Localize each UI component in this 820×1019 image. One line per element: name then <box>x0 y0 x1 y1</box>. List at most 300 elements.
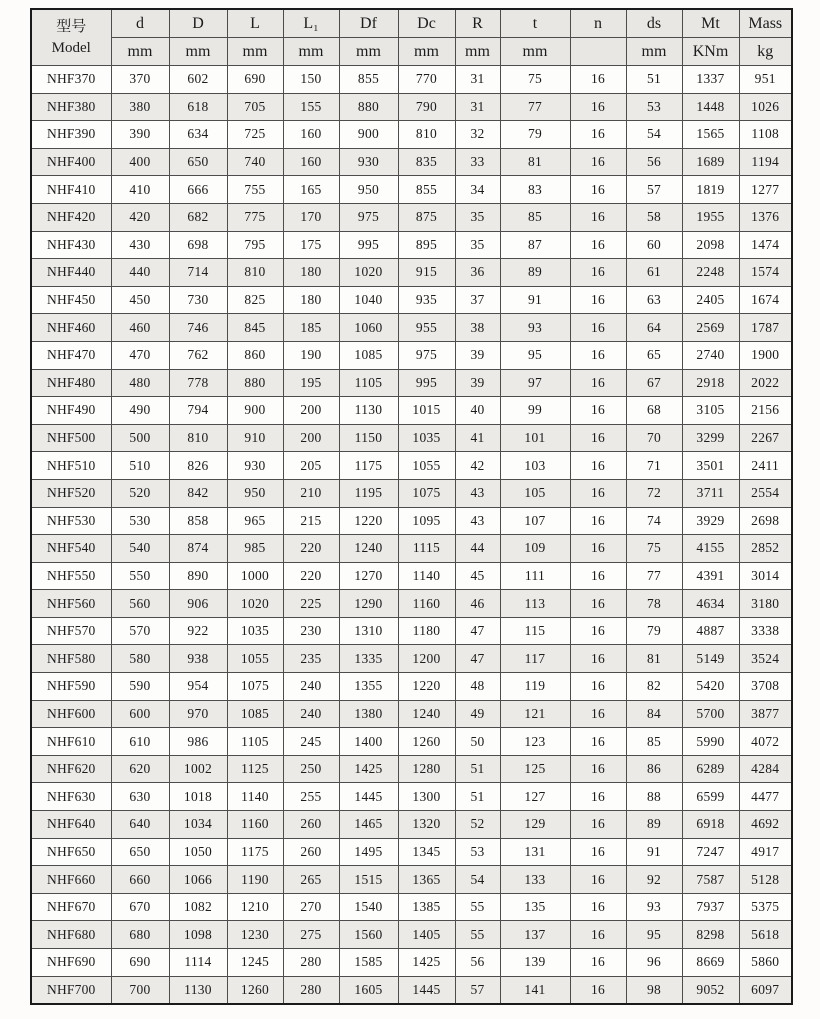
value-cell: 165 <box>283 176 339 204</box>
value-cell: 740 <box>227 148 283 176</box>
value-cell: 87 <box>500 231 570 259</box>
value-cell: 3180 <box>739 590 792 618</box>
value-cell: 75 <box>626 535 682 563</box>
value-cell: 16 <box>570 314 626 342</box>
value-cell: 660 <box>111 866 169 894</box>
value-cell: 255 <box>283 783 339 811</box>
model-cell: NHF460 <box>31 314 111 342</box>
value-cell: 111 <box>500 562 570 590</box>
value-cell: 270 <box>283 893 339 921</box>
header-model-en: Model <box>51 39 91 56</box>
value-cell: 45 <box>455 562 500 590</box>
value-cell: 1270 <box>339 562 398 590</box>
value-cell: 650 <box>111 838 169 866</box>
value-cell: 84 <box>626 700 682 728</box>
table-row <box>31 617 792 645</box>
value-cell: 215 <box>283 507 339 535</box>
value-cell: 1114 <box>169 949 227 977</box>
value-cell: 3524 <box>739 645 792 673</box>
value-cell: 125 <box>500 755 570 783</box>
value-cell: 895 <box>398 231 455 259</box>
model-cell: NHF440 <box>31 259 111 287</box>
value-cell: 1260 <box>227 976 283 1004</box>
value-cell: 1000 <box>227 562 283 590</box>
value-cell: 1560 <box>339 921 398 949</box>
model-cell: NHF700 <box>31 976 111 1004</box>
model-cell: NHF630 <box>31 783 111 811</box>
value-cell: 666 <box>169 176 227 204</box>
value-cell: 1035 <box>398 424 455 452</box>
value-cell: 16 <box>570 838 626 866</box>
value-cell: 150 <box>283 66 339 94</box>
value-cell: 1585 <box>339 949 398 977</box>
value-cell: 1018 <box>169 783 227 811</box>
table-row <box>31 590 792 618</box>
value-cell: 16 <box>570 507 626 535</box>
value-cell: 602 <box>169 66 227 94</box>
value-cell: 109 <box>500 535 570 563</box>
header-col-Mt: Mt <box>682 9 739 38</box>
value-cell: 16 <box>570 673 626 701</box>
value-cell: 690 <box>111 949 169 977</box>
value-cell: 72 <box>626 479 682 507</box>
value-cell: 139 <box>500 949 570 977</box>
value-cell: 220 <box>283 562 339 590</box>
value-cell: 430 <box>111 231 169 259</box>
value-cell: 910 <box>227 424 283 452</box>
value-cell: 1605 <box>339 976 398 1004</box>
value-cell: 670 <box>111 893 169 921</box>
value-cell: 77 <box>626 562 682 590</box>
value-cell: 190 <box>283 341 339 369</box>
value-cell: 50 <box>455 728 500 756</box>
value-cell: 107 <box>500 507 570 535</box>
value-cell: 1955 <box>682 203 739 231</box>
value-cell: 1495 <box>339 838 398 866</box>
value-cell: 3501 <box>682 452 739 480</box>
value-cell: 1190 <box>227 866 283 894</box>
value-cell: 64 <box>626 314 682 342</box>
value-cell: 1066 <box>169 866 227 894</box>
value-cell: 280 <box>283 976 339 1004</box>
value-cell: 240 <box>283 673 339 701</box>
value-cell: 1376 <box>739 203 792 231</box>
value-cell: 58 <box>626 203 682 231</box>
value-cell: 1020 <box>339 259 398 287</box>
value-cell: 135 <box>500 893 570 921</box>
value-cell: 906 <box>169 590 227 618</box>
model-cell: NHF680 <box>31 921 111 949</box>
model-cell: NHF420 <box>31 203 111 231</box>
value-cell: 826 <box>169 452 227 480</box>
value-cell: 1819 <box>682 176 739 204</box>
value-cell: 1337 <box>682 66 739 94</box>
value-cell: 16 <box>570 700 626 728</box>
value-cell: 1175 <box>339 452 398 480</box>
value-cell: 4155 <box>682 535 739 563</box>
value-cell: 874 <box>169 535 227 563</box>
value-cell: 4072 <box>739 728 792 756</box>
table-row <box>31 755 792 783</box>
value-cell: 1787 <box>739 314 792 342</box>
value-cell: 705 <box>227 93 283 121</box>
value-cell: 810 <box>398 121 455 149</box>
table-row <box>31 286 792 314</box>
value-cell: 91 <box>500 286 570 314</box>
value-cell: 1448 <box>682 93 739 121</box>
table-row <box>31 479 792 507</box>
value-cell: 89 <box>500 259 570 287</box>
value-cell: 1095 <box>398 507 455 535</box>
header-unit-L: mm <box>227 38 283 66</box>
value-cell: 530 <box>111 507 169 535</box>
value-cell: 16 <box>570 755 626 783</box>
value-cell: 42 <box>455 452 500 480</box>
value-cell: 8298 <box>682 921 739 949</box>
value-cell: 95 <box>500 341 570 369</box>
value-cell: 7587 <box>682 866 739 894</box>
value-cell: 955 <box>398 314 455 342</box>
value-cell: 4887 <box>682 617 739 645</box>
value-cell: 5149 <box>682 645 739 673</box>
value-cell: 6289 <box>682 755 739 783</box>
header-col-D: D <box>169 9 227 38</box>
value-cell: 47 <box>455 645 500 673</box>
value-cell: 93 <box>626 893 682 921</box>
value-cell: 770 <box>398 66 455 94</box>
value-cell: 16 <box>570 479 626 507</box>
value-cell: 4477 <box>739 783 792 811</box>
value-cell: 1200 <box>398 645 455 673</box>
value-cell: 3711 <box>682 479 739 507</box>
model-cell: NHF480 <box>31 369 111 397</box>
value-cell: 1445 <box>339 783 398 811</box>
value-cell: 640 <box>111 811 169 839</box>
value-cell: 35 <box>455 203 500 231</box>
value-cell: 490 <box>111 397 169 425</box>
value-cell: 185 <box>283 314 339 342</box>
header-unit-n <box>570 38 626 66</box>
value-cell: 1040 <box>339 286 398 314</box>
value-cell: 935 <box>398 286 455 314</box>
table-row <box>31 424 792 452</box>
value-cell: 40 <box>455 397 500 425</box>
value-cell: 1026 <box>739 93 792 121</box>
value-cell: 6599 <box>682 783 739 811</box>
value-cell: 950 <box>227 479 283 507</box>
value-cell: 440 <box>111 259 169 287</box>
value-cell: 51 <box>626 66 682 94</box>
value-cell: 1300 <box>398 783 455 811</box>
value-cell: 210 <box>283 479 339 507</box>
model-cell: NHF540 <box>31 535 111 563</box>
value-cell: 3014 <box>739 562 792 590</box>
value-cell: 31 <box>455 66 500 94</box>
value-cell: 67 <box>626 369 682 397</box>
value-cell: 590 <box>111 673 169 701</box>
value-cell: 1220 <box>398 673 455 701</box>
value-cell: 835 <box>398 148 455 176</box>
value-cell: 115 <box>500 617 570 645</box>
header-col-R: R <box>455 9 500 38</box>
value-cell: 79 <box>626 617 682 645</box>
value-cell: 16 <box>570 148 626 176</box>
table-row <box>31 783 792 811</box>
value-cell: 195 <box>283 369 339 397</box>
value-cell: 794 <box>169 397 227 425</box>
model-cell: NHF510 <box>31 452 111 480</box>
value-cell: 37 <box>455 286 500 314</box>
table-row <box>31 893 792 921</box>
value-cell: 36 <box>455 259 500 287</box>
model-cell: NHF670 <box>31 893 111 921</box>
value-cell: 1130 <box>169 976 227 1004</box>
model-cell: NHF530 <box>31 507 111 535</box>
value-cell: 71 <box>626 452 682 480</box>
value-cell: 730 <box>169 286 227 314</box>
value-cell: 1220 <box>339 507 398 535</box>
value-cell: 610 <box>111 728 169 756</box>
table-row <box>31 838 792 866</box>
value-cell: 16 <box>570 93 626 121</box>
table-body <box>31 66 792 1005</box>
value-cell: 1050 <box>169 838 227 866</box>
header-unit-t: mm <box>500 38 570 66</box>
value-cell: 1385 <box>398 893 455 921</box>
value-cell: 2698 <box>739 507 792 535</box>
value-cell: 985 <box>227 535 283 563</box>
model-cell: NHF640 <box>31 811 111 839</box>
table-row <box>31 976 792 1004</box>
model-cell: NHF560 <box>31 590 111 618</box>
value-cell: 5700 <box>682 700 739 728</box>
value-cell: 47 <box>455 617 500 645</box>
model-cell: NHF620 <box>31 755 111 783</box>
value-cell: 1060 <box>339 314 398 342</box>
value-cell: 16 <box>570 866 626 894</box>
value-cell: 880 <box>227 369 283 397</box>
value-cell: 790 <box>398 93 455 121</box>
value-cell: 31 <box>455 93 500 121</box>
value-cell: 1055 <box>398 452 455 480</box>
value-cell: 16 <box>570 424 626 452</box>
value-cell: 16 <box>570 728 626 756</box>
value-cell: 690 <box>227 66 283 94</box>
value-cell: 53 <box>455 838 500 866</box>
value-cell: 41 <box>455 424 500 452</box>
value-cell: 855 <box>339 66 398 94</box>
value-cell: 370 <box>111 66 169 94</box>
model-cell: NHF380 <box>31 93 111 121</box>
value-cell: 5618 <box>739 921 792 949</box>
value-cell: 380 <box>111 93 169 121</box>
value-cell: 83 <box>500 176 570 204</box>
value-cell: 51 <box>455 755 500 783</box>
value-cell: 1125 <box>227 755 283 783</box>
header-col-Mass: Mass <box>739 9 792 38</box>
value-cell: 9052 <box>682 976 739 1004</box>
value-cell: 44 <box>455 535 500 563</box>
table-row <box>31 811 792 839</box>
value-cell: 7937 <box>682 893 739 921</box>
table-row <box>31 397 792 425</box>
header-col-t: t <box>500 9 570 38</box>
value-cell: 127 <box>500 783 570 811</box>
table-row <box>31 369 792 397</box>
model-cell: NHF500 <box>31 424 111 452</box>
value-cell: 2554 <box>739 479 792 507</box>
value-cell: 35 <box>455 231 500 259</box>
table-row <box>31 176 792 204</box>
value-cell: 3299 <box>682 424 739 452</box>
value-cell: 260 <box>283 838 339 866</box>
value-cell: 225 <box>283 590 339 618</box>
header-unit-Df: mm <box>339 38 398 66</box>
value-cell: 2569 <box>682 314 739 342</box>
value-cell: 700 <box>111 976 169 1004</box>
value-cell: 3105 <box>682 397 739 425</box>
value-cell: 560 <box>111 590 169 618</box>
value-cell: 180 <box>283 259 339 287</box>
value-cell: 1035 <box>227 617 283 645</box>
value-cell: 38 <box>455 314 500 342</box>
value-cell: 1075 <box>398 479 455 507</box>
header-unit-Mass: kg <box>739 38 792 66</box>
value-cell: 1085 <box>227 700 283 728</box>
value-cell: 1115 <box>398 535 455 563</box>
value-cell: 103 <box>500 452 570 480</box>
value-cell: 99 <box>500 397 570 425</box>
value-cell: 85 <box>500 203 570 231</box>
value-cell: 1245 <box>227 949 283 977</box>
value-cell: 510 <box>111 452 169 480</box>
table-row <box>31 452 792 480</box>
value-cell: 880 <box>339 93 398 121</box>
value-cell: 922 <box>169 617 227 645</box>
value-cell: 845 <box>227 314 283 342</box>
table-row <box>31 507 792 535</box>
value-cell: 500 <box>111 424 169 452</box>
value-cell: 1515 <box>339 866 398 894</box>
value-cell: 93 <box>500 314 570 342</box>
value-cell: 1465 <box>339 811 398 839</box>
table-row <box>31 562 792 590</box>
value-cell: 860 <box>227 341 283 369</box>
value-cell: 995 <box>398 369 455 397</box>
table-row <box>31 728 792 756</box>
value-cell: 105 <box>500 479 570 507</box>
header-unit-Dc: mm <box>398 38 455 66</box>
value-cell: 1160 <box>227 811 283 839</box>
value-cell: 200 <box>283 397 339 425</box>
value-cell: 1425 <box>339 755 398 783</box>
model-cell: NHF450 <box>31 286 111 314</box>
value-cell: 855 <box>398 176 455 204</box>
value-cell: 265 <box>283 866 339 894</box>
value-cell: 1320 <box>398 811 455 839</box>
table-row <box>31 259 792 287</box>
header-unit-row <box>31 38 792 66</box>
value-cell: 113 <box>500 590 570 618</box>
value-cell: 133 <box>500 866 570 894</box>
value-cell: 2740 <box>682 341 739 369</box>
value-cell: 16 <box>570 259 626 287</box>
value-cell: 1130 <box>339 397 398 425</box>
header-unit-ds: mm <box>626 38 682 66</box>
value-cell: 1150 <box>339 424 398 452</box>
table-row <box>31 231 792 259</box>
value-cell: 1020 <box>227 590 283 618</box>
value-cell: 460 <box>111 314 169 342</box>
value-cell: 1195 <box>339 479 398 507</box>
model-cell: NHF430 <box>31 231 111 259</box>
value-cell: 1194 <box>739 148 792 176</box>
value-cell: 3929 <box>682 507 739 535</box>
model-cell: NHF610 <box>31 728 111 756</box>
value-cell: 390 <box>111 121 169 149</box>
header-label-row <box>31 9 792 38</box>
value-cell: 8669 <box>682 949 739 977</box>
model-cell: NHF400 <box>31 148 111 176</box>
value-cell: 34 <box>455 176 500 204</box>
value-cell: 56 <box>455 949 500 977</box>
value-cell: 725 <box>227 121 283 149</box>
value-cell: 682 <box>169 203 227 231</box>
value-cell: 57 <box>626 176 682 204</box>
value-cell: 2405 <box>682 286 739 314</box>
value-cell: 5990 <box>682 728 739 756</box>
value-cell: 51 <box>455 783 500 811</box>
value-cell: 205 <box>283 452 339 480</box>
value-cell: 480 <box>111 369 169 397</box>
value-cell: 900 <box>227 397 283 425</box>
value-cell: 950 <box>339 176 398 204</box>
value-cell: 39 <box>455 369 500 397</box>
value-cell: 92 <box>626 866 682 894</box>
value-cell: 16 <box>570 976 626 1004</box>
value-cell: 858 <box>169 507 227 535</box>
value-cell: 1405 <box>398 921 455 949</box>
value-cell: 119 <box>500 673 570 701</box>
value-cell: 43 <box>455 507 500 535</box>
value-cell: 56 <box>626 148 682 176</box>
value-cell: 975 <box>398 341 455 369</box>
value-cell: 48 <box>455 673 500 701</box>
value-cell: 81 <box>500 148 570 176</box>
value-cell: 1689 <box>682 148 739 176</box>
value-cell: 1140 <box>227 783 283 811</box>
value-cell: 5860 <box>739 949 792 977</box>
value-cell: 16 <box>570 921 626 949</box>
value-cell: 16 <box>570 590 626 618</box>
value-cell: 16 <box>570 562 626 590</box>
value-cell: 680 <box>111 921 169 949</box>
value-cell: 3338 <box>739 617 792 645</box>
value-cell: 965 <box>227 507 283 535</box>
value-cell: 121 <box>500 700 570 728</box>
value-cell: 1105 <box>227 728 283 756</box>
value-cell: 6918 <box>682 811 739 839</box>
value-cell: 5128 <box>739 866 792 894</box>
model-cell: NHF410 <box>31 176 111 204</box>
table-header <box>31 9 792 66</box>
value-cell: 1034 <box>169 811 227 839</box>
value-cell: 39 <box>455 341 500 369</box>
value-cell: 842 <box>169 479 227 507</box>
value-cell: 95 <box>626 921 682 949</box>
value-cell: 875 <box>398 203 455 231</box>
value-cell: 975 <box>339 203 398 231</box>
